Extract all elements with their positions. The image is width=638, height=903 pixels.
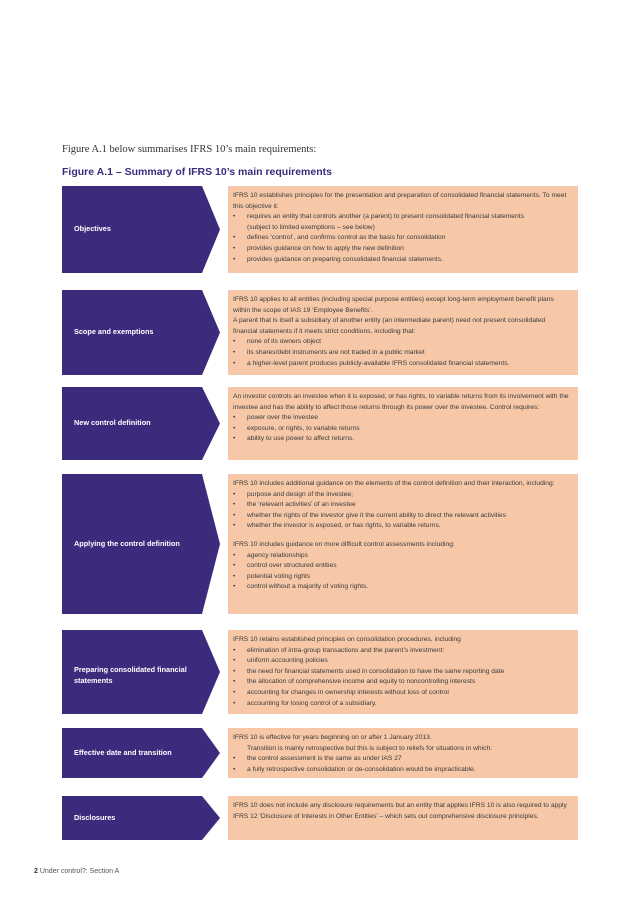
bullet-list bbox=[233, 233, 570, 265]
row-preparing-statements bbox=[62, 630, 578, 714]
paragraph: IFRS 10 applies to all entities (including special purpose entities) except long-term employment benefit plans within the scope of IAS 19 ‘Employee Benefits’. bbox=[233, 296, 554, 314]
paragraph: IFRS 10 includes additional guidance on the elements of the control definition and their interaction, including: bbox=[233, 480, 555, 487]
bullet-item: • requires an entity that controls another (a parent) to present consolidated financial statements bbox=[233, 212, 570, 223]
bullet-item: • exposure, or rights, to variable returns bbox=[233, 424, 570, 435]
bullet-item: • the ‘relevant activities’ of an investee bbox=[233, 500, 570, 511]
content-box bbox=[228, 387, 578, 460]
bullet-item: • the allocation of comprehensive income and equity to noncontrolling interests bbox=[233, 677, 570, 688]
chevron-label: New control definition bbox=[74, 418, 151, 428]
chevron-label: Scope and exemptions bbox=[74, 327, 154, 337]
paragraph: A parent that is itself a subsidiary of another entity (an intermediate parent) need not present consolidated financial statements if it meets strict conditions, including that: bbox=[233, 317, 546, 335]
intro-text: Figure A.1 below summarises IFRS 10’s main requirements: bbox=[62, 144, 317, 155]
paragraph: IFRS 10 establishes principles for the presentation and preparation of consolidated financial statements. To meet this objective it: bbox=[233, 192, 567, 210]
paragraph: IFRS 10 includes guidance on more difficult control assessments including: bbox=[233, 540, 455, 548]
bullet-item: • accounting for losing control of a subsidiary. bbox=[233, 699, 570, 710]
page-number: 2 bbox=[34, 868, 38, 875]
bullet-item: • potential voting rights bbox=[233, 572, 570, 583]
chevron-scope bbox=[62, 290, 220, 375]
bullet-item: • control without a majority of voting rights. bbox=[233, 582, 570, 593]
chevron-label: Preparing consolidated financial statements bbox=[74, 665, 187, 685]
bullet-item: • power over the investee bbox=[233, 413, 570, 424]
chevron-new-control bbox=[62, 387, 220, 460]
page-footer bbox=[34, 868, 119, 875]
paragraph: An investor controls an investee when it is exposed, or has rights, to variable returns from its involvement with the investee and has the ability to affect those returns through its power over the investee. Control requires: bbox=[233, 393, 569, 411]
chevron-applying bbox=[62, 474, 220, 614]
chevron-label: Disclosures bbox=[74, 812, 116, 822]
bullet-item: • ability to use power to affect returns. bbox=[233, 434, 570, 445]
bullet-item: • a fully retrospective consolidation or de-consolidation would be impracticable. bbox=[233, 765, 570, 776]
content-box bbox=[228, 630, 578, 714]
bullet-list bbox=[233, 551, 570, 593]
spacer bbox=[233, 532, 570, 540]
bullet-list bbox=[233, 413, 570, 445]
footer-text: Under control?: Section A bbox=[39, 868, 120, 875]
content-box bbox=[228, 474, 578, 614]
chevron-label: Effective date and transition bbox=[74, 747, 172, 757]
bullet-item: • control over structured entities bbox=[233, 561, 570, 572]
bullet-list bbox=[233, 646, 570, 710]
indented-text: Transition is mainly retrospective but this is subject to reliefs for situations in which: bbox=[247, 744, 493, 752]
row-applying-control-definition bbox=[62, 474, 578, 614]
chevron-effective-date bbox=[62, 728, 220, 778]
bullet-list bbox=[233, 754, 570, 775]
chevron-objectives bbox=[62, 186, 220, 273]
bullet-item: • none of its owners object bbox=[233, 337, 570, 348]
bullet-item: • the control assessment is the same as under IAS 27 bbox=[233, 754, 570, 765]
bullet-item: • provides guidance on preparing consolidated financial statements. bbox=[233, 255, 570, 266]
chevron-label: Applying the control definition bbox=[74, 539, 180, 549]
bullet-continuation: (subject to limited exemptions – see below) bbox=[247, 223, 375, 231]
chevron-disclosures bbox=[62, 796, 220, 840]
bullet-list bbox=[233, 212, 570, 223]
bullet-item: • defines ‘control’, and confirms control as the basis for consolidation bbox=[233, 233, 570, 244]
bullet-item: • whether the investor is exposed, or has rights, to variable returns. bbox=[233, 521, 570, 532]
bullet-item: • its shares/debt instruments are not traded in a public market bbox=[233, 348, 570, 359]
content-box bbox=[228, 290, 578, 375]
bullet-item: • agency relationships bbox=[233, 551, 570, 562]
paragraph: IFRS 10 is effective for years beginning on or after 1 January 2013. bbox=[233, 734, 432, 741]
row-effective-date bbox=[62, 728, 578, 778]
bullet-item: • elimination of intra-group transactions and the parent’s investment: bbox=[233, 646, 570, 657]
bullet-item: • a higher-level parent produces publicly-available IFRS consolidated financial statements. bbox=[233, 359, 570, 370]
bullet-list bbox=[233, 490, 570, 532]
bullet-item: • provides guidance on how to apply the new definition bbox=[233, 244, 570, 255]
figure-title: Figure A.1 – Summary of IFRS 10’s main requirements bbox=[62, 166, 332, 178]
bullet-item: • uniform accounting policies bbox=[233, 656, 570, 667]
chevron-label: Objectives bbox=[74, 224, 111, 234]
content-box bbox=[228, 186, 578, 273]
row-scope-and-exemptions bbox=[62, 290, 578, 375]
bullet-item: • purpose and design of the investee; bbox=[233, 490, 570, 501]
bullet-item: • whether the rights of the investor give it the current ability to direct the relevant activities bbox=[233, 511, 570, 522]
content-box bbox=[228, 728, 578, 778]
bullet-item: • accounting for changes in ownership interests without loss of control bbox=[233, 688, 570, 699]
paragraph: IFRS 10 does not include any disclosure requirements but an entity that applies IFRS 10 is also required to apply IFRS 12 ‘Disclosure of Interests in Other Entities’ – which sets out comprehensive disclosure principles. bbox=[233, 802, 567, 820]
paragraph: IFRS 10 retains established principles on consolidation procedures, including bbox=[233, 636, 461, 643]
chevron-preparing bbox=[62, 630, 220, 714]
row-new-control-definition bbox=[62, 387, 578, 460]
bullet-item: • the need for financial statements used in consolidation to have the same reporting date bbox=[233, 667, 570, 678]
row-objectives bbox=[62, 186, 578, 273]
bullet-list bbox=[233, 337, 570, 369]
row-disclosures bbox=[62, 796, 578, 840]
content-box bbox=[228, 796, 578, 840]
